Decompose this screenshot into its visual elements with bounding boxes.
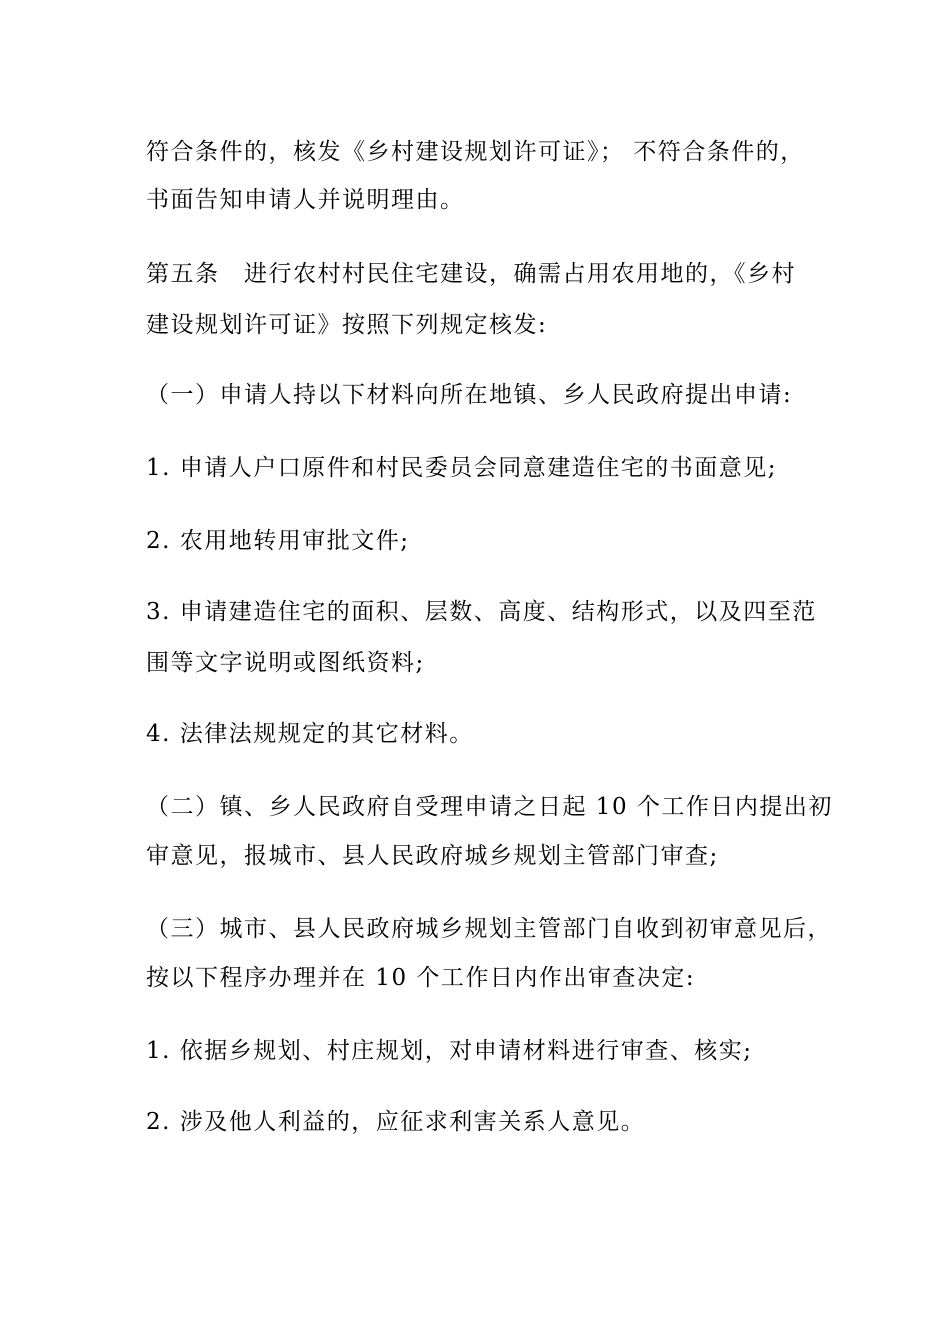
text-line: 审意见，报城市、县人民政府城乡规划主管部门审查;: [146, 843, 719, 869]
text-line: 3. 申请建造住宅的面积、层数、高度、结构形式，以及四至范: [146, 599, 817, 625]
text-line: 2. 涉及他人利益的，应征求利害关系人意见。: [146, 1109, 646, 1135]
text-line: （二）镇、乡人民政府自受理申请之日起 10 个工作日内提出初: [146, 794, 833, 820]
text-line: 2. 农用地转用审批文件;: [146, 528, 410, 554]
text-line: 围等文字说明或图纸资料;: [146, 650, 425, 676]
text-line: 书面告知申请人并说明理由。: [146, 187, 465, 213]
text-line: 4. 法律法规规定的其它材料。: [146, 721, 474, 747]
text-line: （一）申请人持以下材料向所在地镇、乡人民政府提出申请:: [146, 382, 793, 408]
text-line: 1. 依据乡规划、村庄规划，对申请材料进行审查、核实;: [146, 1038, 753, 1064]
text-line: 第五条 进行农村村民住宅建设，确需占用农用地的，《乡村: [146, 261, 796, 287]
text-line: 1. 申请人户口原件和村民委员会同意建造住宅的书面意见;: [146, 455, 778, 481]
text-line: 符合条件的，核发《乡村建设规划许可证》； 不符合条件的，: [146, 139, 805, 165]
text-line: 建设规划许可证》按照下列规定核发:: [146, 312, 548, 338]
text-line: 按以下程序办理并在 10 个工作日内作出审查决定:: [146, 965, 696, 991]
text-line: （三）城市、县人民政府城乡规划主管部门自收到初审意见后，: [146, 916, 832, 942]
